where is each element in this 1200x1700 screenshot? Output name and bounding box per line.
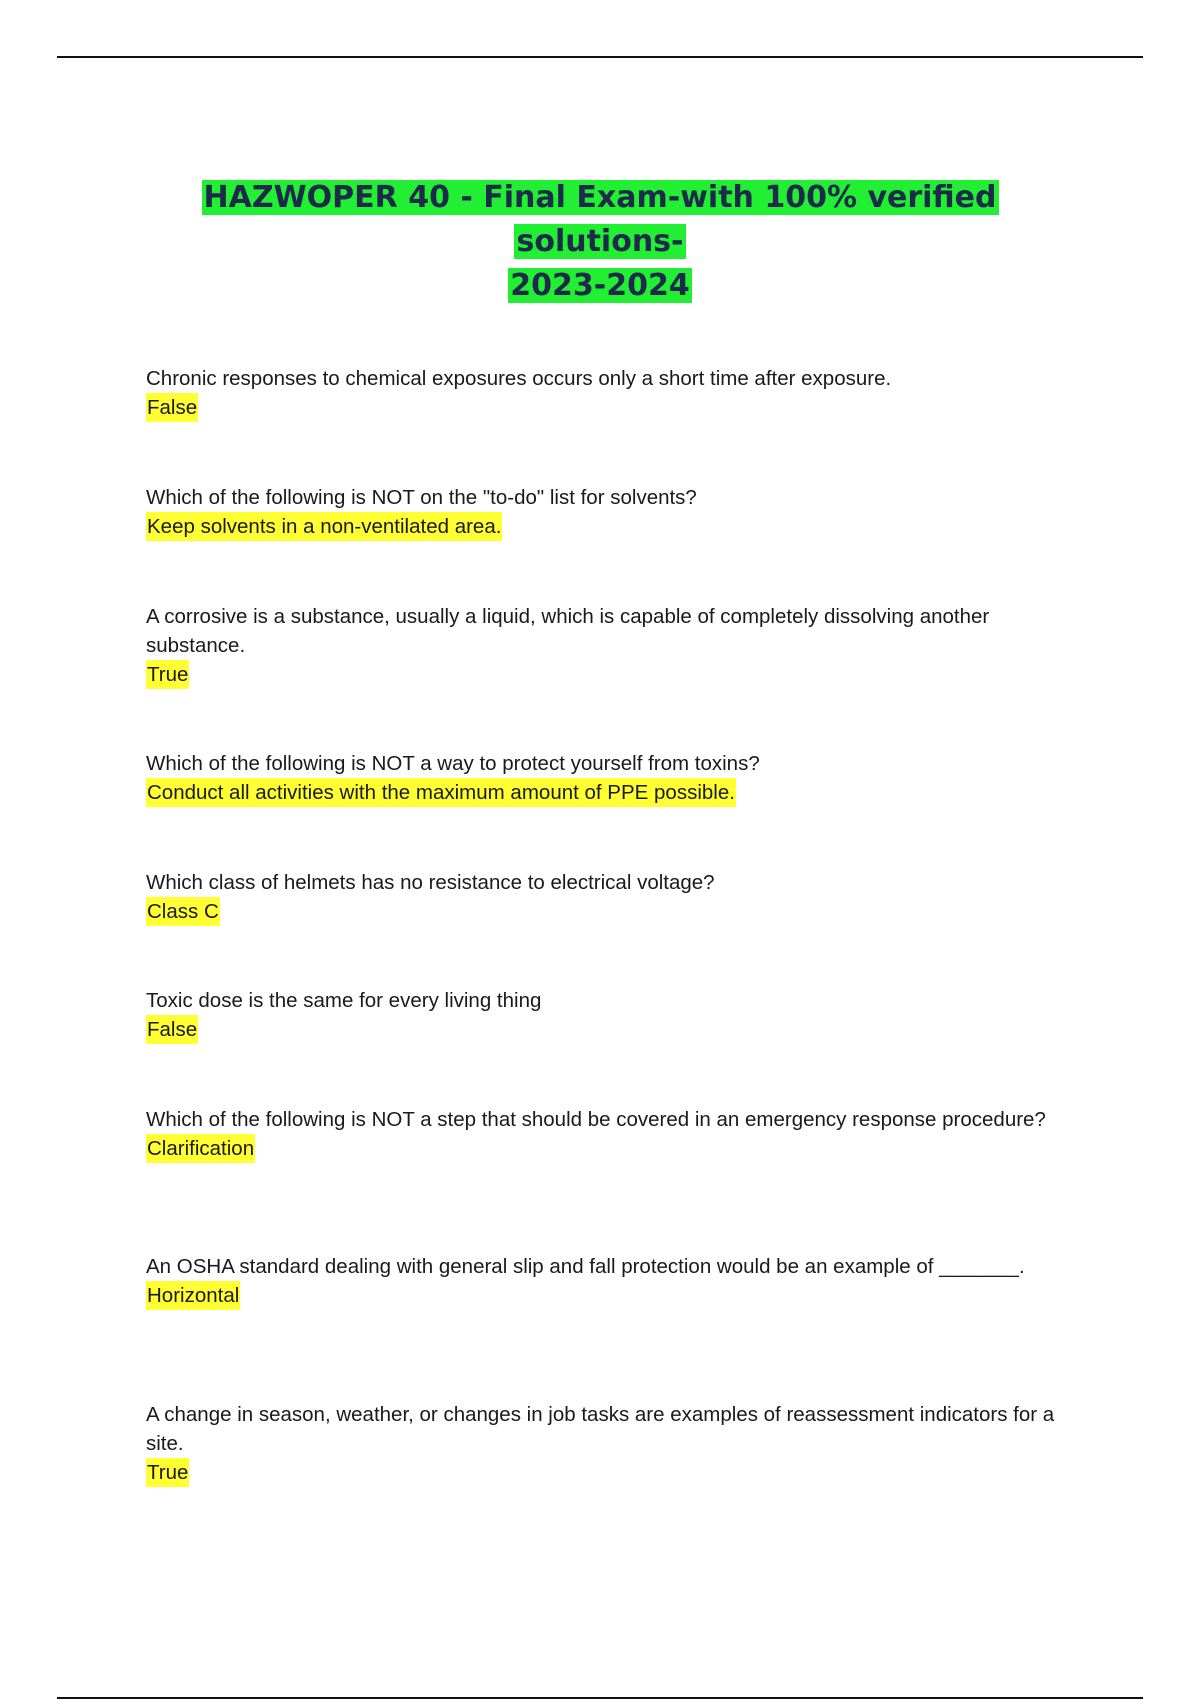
qa-item: [146, 483, 1066, 541]
answer-text: Conduct all activities with the maximum amount of PPE possible.: [146, 778, 736, 807]
bottom-rule: [57, 1697, 1143, 1699]
answer-text: Class C: [146, 897, 220, 926]
document-title: [140, 176, 1060, 308]
title-line-2: 2023-2024: [510, 268, 690, 303]
question-text: Chronic responses to chemical exposures occurs only a short time after exposure.: [146, 367, 892, 390]
question-text: Which of the following is NOT on the "to-do" list for solvents?: [146, 486, 697, 509]
answer-text: Keep solvents in a non-ventilated area.: [146, 512, 502, 541]
qa-item: [146, 602, 1066, 689]
question-text: A corrosive is a substance, usually a liquid, which is capable of completely dissolving another substance.: [146, 605, 990, 657]
answer-text: False: [146, 1015, 198, 1044]
qa-item: [146, 749, 1066, 807]
answer-text: Clarification: [146, 1134, 255, 1163]
question-text: Toxic dose is the same for every living thing: [146, 989, 542, 1012]
answer-text: True: [146, 1458, 189, 1487]
title-line-1: HAZWOPER 40 - Final Exam-with 100% verified solutions-: [203, 180, 997, 259]
question-text: Which of the following is NOT a step that should be covered in an emergency response procedure?: [146, 1108, 1046, 1131]
qa-item: [146, 868, 1066, 926]
question-text: Which of the following is NOT a way to protect yourself from toxins?: [146, 752, 760, 775]
qa-item: [146, 364, 1066, 422]
qa-item: [146, 986, 1066, 1044]
qa-item: [146, 1252, 1066, 1310]
top-rule: [57, 56, 1143, 58]
qa-item: [146, 1105, 1066, 1163]
question-text: A change in season, weather, or changes in job tasks are examples of reassessment indicators for a site.: [146, 1403, 1055, 1455]
answer-text: True: [146, 660, 189, 689]
answer-text: Horizontal: [146, 1281, 240, 1310]
qa-item: [146, 1400, 1066, 1487]
answer-text: False: [146, 393, 198, 422]
question-text: Which class of helmets has no resistance to electrical voltage?: [146, 871, 715, 894]
question-text: An OSHA standard dealing with general slip and fall protection would be an example of _______.: [146, 1255, 1025, 1278]
